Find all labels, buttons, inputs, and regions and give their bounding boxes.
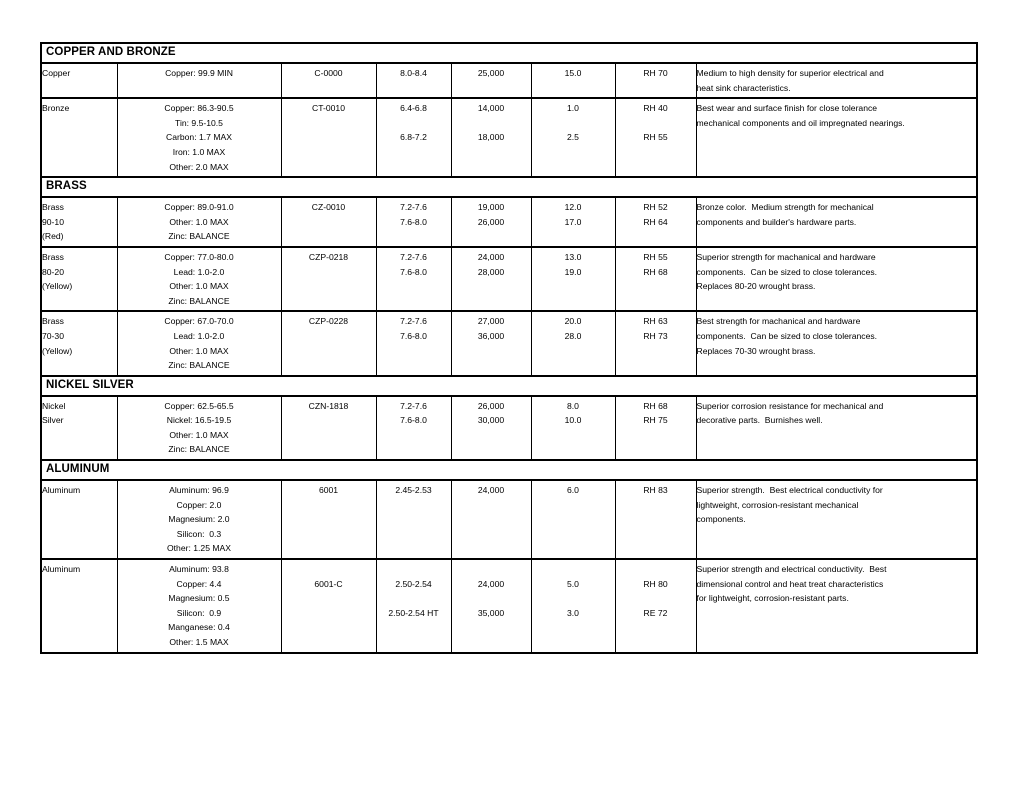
alloy-code-cell	[281, 63, 376, 98]
cell-line: RH 70	[643, 68, 668, 78]
hardness-cell	[615, 63, 696, 98]
tensile-strength-cell	[451, 63, 531, 98]
cell-line: components. Can be sized to close tolerances.	[696, 266, 878, 277]
table-row	[41, 197, 977, 247]
cell-line: RH 63	[643, 316, 668, 327]
hardness-cell	[615, 197, 696, 247]
cell-line: Superior strength. Best electrical conductivity for	[696, 485, 883, 496]
cell-line: Magnesium: 2.0	[168, 514, 230, 525]
density-cell	[376, 480, 451, 559]
cell-line: 7.2-7.6	[400, 316, 427, 327]
cell-line: CT-0010	[312, 103, 345, 114]
cell-line: 90-10	[42, 216, 64, 227]
cell-line: Best wear and surface finish for close tolerance	[696, 103, 878, 114]
section-header-row	[41, 177, 977, 197]
hardness-cell	[615, 247, 696, 311]
cell-line: components and builder's hardware parts.	[696, 216, 857, 227]
elongation-cell	[531, 247, 615, 311]
table-row	[41, 311, 977, 375]
cell-line: 18,000	[477, 132, 505, 143]
alloy-code-cell	[281, 480, 376, 559]
specification-sheet	[40, 42, 976, 654]
cell-line: 28,000	[477, 266, 505, 277]
cell-line: Nickel: 16.5-19.5	[166, 415, 232, 426]
cell-line: 27,000	[477, 316, 505, 327]
tensile-strength-cell	[451, 559, 531, 653]
cell-line: RH 52	[643, 202, 668, 213]
cell-line: 26,000	[477, 216, 505, 227]
tensile-strength-cell	[451, 480, 531, 559]
cell-line: Copper	[42, 68, 71, 78]
cell-line: lightweight, corrosion-resistant mechanical	[696, 499, 859, 510]
cell-line: Iron: 1.0 MAX	[172, 146, 226, 157]
table-row	[41, 98, 977, 177]
cell-line: Superior corrosion resistance for mechanical and	[696, 400, 884, 411]
cell-line: Replaces 70-30 wrought brass.	[696, 345, 816, 356]
density-cell	[376, 311, 451, 375]
composition-cell	[117, 247, 281, 311]
tensile-strength-cell	[451, 311, 531, 375]
cell-line: 8.0	[567, 400, 579, 411]
cell-line: 80-20	[42, 266, 64, 277]
elongation-cell	[531, 480, 615, 559]
cell-line: 8.0-8.4	[400, 68, 427, 78]
cell-line: 13.0	[564, 251, 582, 262]
material-name-cell	[41, 311, 117, 375]
section-title: BRASS	[41, 177, 977, 197]
cell-line: 2.45-2.53	[395, 485, 432, 496]
cell-line: Other: 2.0 MAX	[169, 161, 229, 172]
section-title: NICKEL SILVER	[41, 376, 977, 396]
cell-line: Other: 1.0 MAX	[169, 345, 229, 356]
cell-line: Other: 1.0 MAX	[169, 216, 229, 227]
cell-line: 19.0	[564, 266, 582, 277]
cell-line: 7.6-8.0	[400, 216, 427, 227]
composition-cell	[117, 480, 281, 559]
cell-line: RH 68	[643, 400, 668, 411]
cell-line: 15.0	[564, 68, 582, 78]
cell-line: 3.0	[567, 607, 579, 618]
alloy-code-cell	[281, 98, 376, 177]
cell-line: Brass	[42, 202, 64, 213]
section-header-row	[41, 376, 977, 396]
alloy-code-cell	[281, 247, 376, 311]
description-cell	[696, 559, 977, 653]
alloy-code-cell	[281, 197, 376, 247]
density-cell	[376, 63, 451, 98]
cell-line: Magnesium: 0.5	[168, 593, 230, 604]
cell-line: Silicon: 0.3	[176, 528, 222, 539]
cell-line: 1.0	[567, 103, 579, 114]
description-cell	[696, 98, 977, 177]
cell-line: 6.4-6.8	[400, 103, 427, 114]
cell-line: 6.8-7.2	[400, 132, 427, 143]
cell-line: Other: 1.0 MAX	[169, 281, 229, 292]
cell-line: 24,000	[477, 251, 505, 262]
cell-line: 7.2-7.6	[400, 251, 427, 262]
description-cell	[696, 311, 977, 375]
cell-line: C-0000	[314, 68, 343, 78]
cell-line: RH 55	[643, 251, 668, 262]
cell-line: Best strength for machanical and hardware	[696, 316, 861, 327]
cell-line: Silver	[42, 415, 64, 426]
description-cell	[696, 197, 977, 247]
density-cell	[376, 247, 451, 311]
cell-line: Copper: 86.3-90.5	[164, 103, 234, 114]
cell-line: 6001	[318, 485, 339, 496]
cell-line: Copper: 67.0-70.0	[164, 316, 234, 327]
cell-line: 7.6-8.0	[400, 266, 427, 277]
hardness-cell	[615, 98, 696, 177]
composition-cell	[117, 396, 281, 460]
table-row	[41, 559, 977, 653]
cell-line: 36,000	[477, 330, 505, 341]
cell-line: Silicon: 0.9	[176, 607, 222, 618]
cell-line: RH 73	[643, 330, 668, 341]
cell-line: Copper: 77.0-80.0	[164, 251, 234, 262]
section-header-row	[41, 43, 977, 63]
cell-line: Zinc: BALANCE	[168, 295, 230, 306]
cell-line: Superior strength and electrical conductivity. Best	[696, 564, 887, 575]
cell-line: Zinc: BALANCE	[168, 231, 230, 242]
elongation-cell	[531, 197, 615, 247]
cell-line: RH 40	[643, 103, 668, 114]
description-cell	[696, 480, 977, 559]
cell-line: Lead: 1.0-2.0	[173, 266, 225, 277]
alloy-code-cell	[281, 559, 376, 653]
cell-line: RH 75	[643, 415, 668, 426]
table-row	[41, 247, 977, 311]
cell-line: 2.50-2.54	[395, 578, 432, 589]
cell-line: Copper: 99.9 MIN	[165, 68, 233, 78]
cell-line: components. Can be sized to close tolerances.	[696, 330, 878, 341]
cell-line: Aluminum: 96.9	[169, 485, 229, 496]
tensile-strength-cell	[451, 247, 531, 311]
composition-cell	[117, 63, 281, 98]
cell-line: for lightweight, corrosion-resistant parts.	[696, 593, 849, 604]
material-name-cell	[41, 396, 117, 460]
description-cell	[696, 396, 977, 460]
cell-line: (Red)	[42, 231, 64, 242]
material-name-cell	[41, 98, 117, 177]
material-name-cell	[41, 63, 117, 98]
cell-line: 24,000	[477, 578, 505, 589]
cell-line: Nickel	[42, 400, 66, 411]
cell-line: Copper: 2.0	[176, 499, 222, 510]
cell-line: dimensional control and heat treat characteristics	[696, 578, 884, 589]
cell-line: 2.50-2.54 HT	[388, 607, 439, 618]
table-row	[41, 480, 977, 559]
cell-line: RH 68	[643, 266, 668, 277]
composition-cell	[117, 311, 281, 375]
cell-line: mechanical components and oil impregnated nearings.	[696, 117, 905, 128]
cell-line: Bronze color. Medium strength for mechanical	[696, 202, 874, 213]
composition-cell	[117, 559, 281, 653]
table-row	[41, 63, 977, 98]
cell-line: 12.0	[564, 202, 582, 213]
material-name-cell	[41, 559, 117, 653]
cell-line: Superior strength for machanical and hardware	[696, 251, 876, 262]
elongation-cell	[531, 559, 615, 653]
cell-line: RH 55	[643, 132, 668, 143]
cell-line: Copper: 4.4	[176, 578, 222, 589]
cell-line: RE 72	[643, 607, 668, 618]
cell-line: CZP-0228	[308, 316, 349, 327]
cell-line: 35,000	[477, 607, 505, 618]
cell-line: 14,000	[477, 103, 505, 114]
cell-line: Copper: 89.0-91.0	[164, 202, 234, 213]
cell-line: (Yellow)	[42, 345, 73, 356]
cell-line: 28.0	[564, 330, 582, 341]
table-body	[41, 43, 977, 653]
section-title: COPPER AND BRONZE	[41, 43, 977, 63]
cell-line: 7.6-8.0	[400, 330, 427, 341]
cell-line: 20.0	[564, 316, 582, 327]
cell-line: Tin: 9.5-10.5	[175, 117, 223, 128]
cell-line: Aluminum	[42, 485, 81, 496]
cell-line: 19,000	[477, 202, 505, 213]
cell-line: Lead: 1.0-2.0	[173, 330, 225, 341]
cell-line: Brass	[42, 316, 64, 327]
composition-cell	[117, 98, 281, 177]
cell-line: 30,000	[477, 415, 505, 426]
materials-specification-table	[40, 42, 978, 654]
cell-line: 7.2-7.6	[400, 202, 427, 213]
cell-line: Aluminum	[42, 564, 81, 575]
cell-line: Medium to high density for superior electrical and	[696, 68, 884, 78]
cell-line: 6.0	[567, 485, 579, 496]
density-cell	[376, 559, 451, 653]
cell-line: 7.6-8.0	[400, 415, 427, 426]
cell-line: 10.0	[564, 415, 582, 426]
hardness-cell	[615, 396, 696, 460]
cell-line: 26,000	[477, 400, 505, 411]
composition-cell	[117, 197, 281, 247]
cell-line: Manganese: 0.4	[168, 622, 230, 633]
cell-line: Other: 1.5 MAX	[169, 637, 229, 647]
hardness-cell	[615, 311, 696, 375]
cell-line: RH 64	[643, 216, 668, 227]
description-cell	[696, 247, 977, 311]
cell-line: Other: 1.25 MAX	[166, 543, 231, 554]
hardness-cell	[615, 480, 696, 559]
alloy-code-cell	[281, 311, 376, 375]
cell-line: CZN-1818	[308, 400, 349, 411]
density-cell	[376, 396, 451, 460]
cell-line: Aluminum: 93.8	[169, 564, 229, 575]
cell-line: Zinc: BALANCE	[168, 444, 230, 455]
table-row	[41, 396, 977, 460]
cell-line: 2.5	[567, 132, 579, 143]
cell-line: CZP-0218	[308, 251, 349, 262]
cell-line: Other: 1.0 MAX	[169, 429, 229, 440]
tensile-strength-cell	[451, 197, 531, 247]
cell-line: Replaces 80-20 wrought brass.	[696, 281, 816, 292]
cell-line: Bronze	[42, 103, 70, 114]
section-header-row	[41, 460, 977, 480]
cell-line: 17.0	[564, 216, 582, 227]
cell-line: 6001-C	[314, 578, 343, 589]
cell-line: 7.2-7.6	[400, 400, 427, 411]
cell-line: heat sink characteristics.	[696, 82, 791, 93]
cell-line: Carbon: 1.7 MAX	[166, 132, 232, 143]
tensile-strength-cell	[451, 98, 531, 177]
elongation-cell	[531, 311, 615, 375]
material-name-cell	[41, 480, 117, 559]
section-title: ALUMINUM	[41, 460, 977, 480]
cell-line: RH 83	[643, 485, 668, 496]
description-cell	[696, 63, 977, 98]
material-name-cell	[41, 247, 117, 311]
cell-line: Brass	[42, 251, 64, 262]
cell-line: decorative parts. Burnishes well.	[696, 415, 823, 426]
cell-line: 24,000	[477, 485, 505, 496]
cell-line: (Yellow)	[42, 281, 73, 292]
elongation-cell	[531, 396, 615, 460]
density-cell	[376, 197, 451, 247]
alloy-code-cell	[281, 396, 376, 460]
cell-line: Zinc: BALANCE	[168, 360, 230, 371]
hardness-cell	[615, 559, 696, 653]
cell-line: 25,000	[477, 68, 505, 78]
cell-line: CZ-0010	[311, 202, 346, 213]
material-name-cell	[41, 197, 117, 247]
density-cell	[376, 98, 451, 177]
cell-line: 5.0	[567, 578, 579, 589]
cell-line: components.	[696, 514, 746, 525]
elongation-cell	[531, 63, 615, 98]
elongation-cell	[531, 98, 615, 177]
tensile-strength-cell	[451, 396, 531, 460]
cell-line: Copper: 62.5-65.5	[164, 400, 234, 411]
cell-line: RH 80	[643, 578, 668, 589]
cell-line: 70-30	[42, 330, 64, 341]
